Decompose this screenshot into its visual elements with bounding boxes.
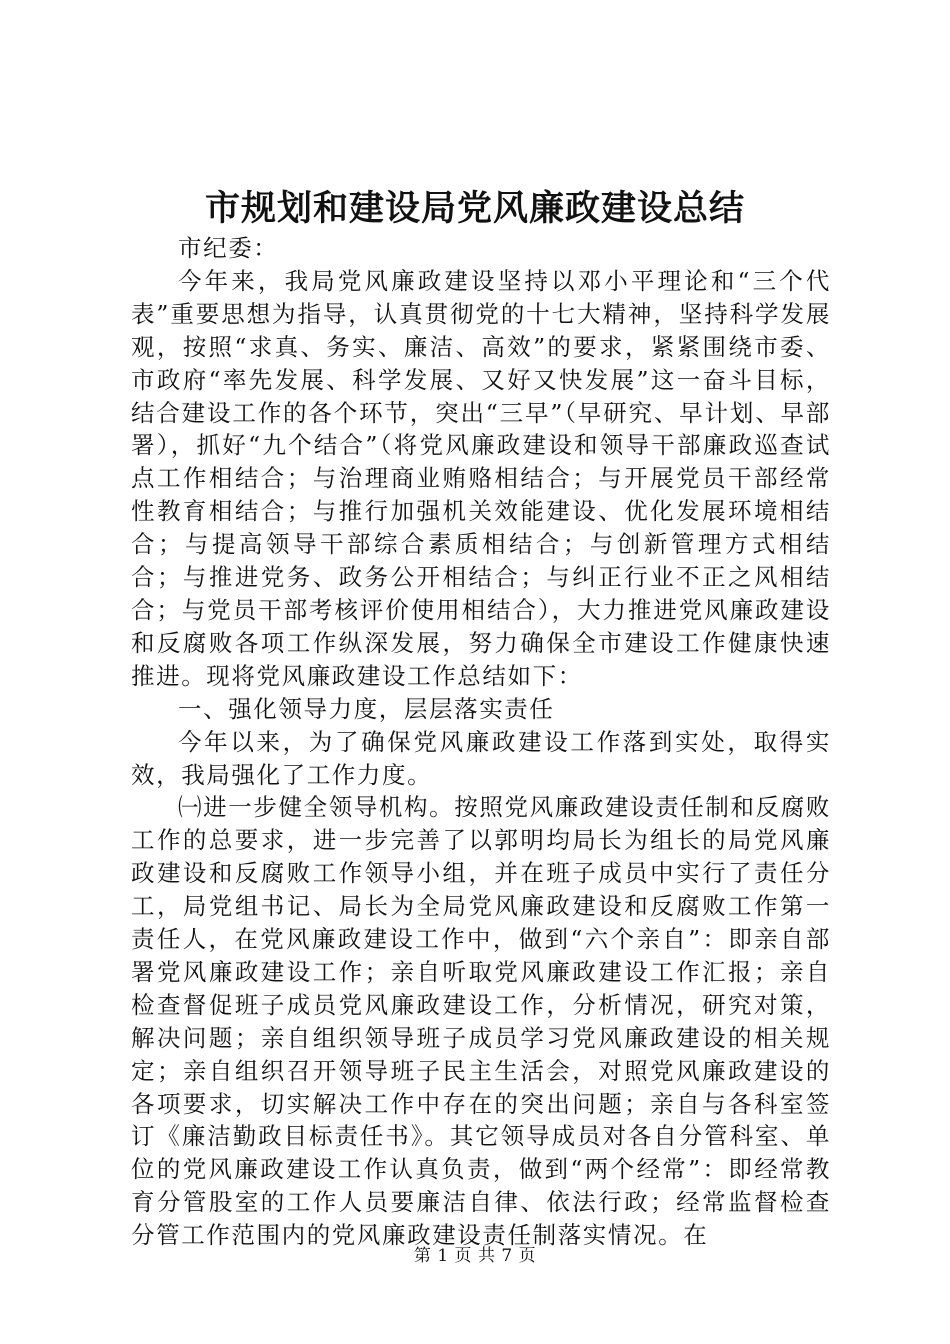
- intro-paragraph: 今年来，我局党风廉政建设坚持以邓小平理论和“三个代表”重要思想为指导，认真贯彻党的十七大精神，坚持科学发展观，按照“求真、务实、廉洁、高效”的要求，紧紧围绕市委、市政府“率先发展、科学发展、又好又快发展”这一奋斗目标，结合建设工作的各个环节，突出“三早”（早研究、早计划、早部署），抓好“九个结合”（将党风廉政建设和领导干部廉政巡查试点工作相结合；与治理商业贿赂相结合；与开展党员干部经常性教育相结合；与推行加强机关效能建设、优化发展环境相结合；与提高领导干部综合素质相结合；与创新管理方式相结合；与推进党务、政务公开相结合；与纠正行业不正之风相结合；与党员干部考核评价使用相结合），大力推进党风廉政建设和反腐败各项工作纵深发展，努力确保全市建设工作健康快速推进。现将党风廉政建设工作总结如下：: [131, 266, 831, 690]
- salutation: 市纪委：: [178, 234, 279, 262]
- document-title: 市规划和建设局党风廉政建设总结: [204, 188, 745, 229]
- section-heading: 一、强化领导力度，层层落实责任: [178, 694, 555, 723]
- body-paragraph: ㈠进一步健全领导机构。按照党风廉政建设责任制和反腐败工作的总要求，进一步完善了以郭明均局长为组长的局党风廉政建设和反腐败工作领导小组，并在班子成员中实行了责任分工，局党组书记、局长为全局党风廉政建设和反腐败工作第一责任人，在党风廉政建设工作中，做到“六个亲自”：即亲自部署党风廉政建设工作；亲自听取党风廉政建设工作汇报；亲自检查督促班子成员党风廉政建设工作，分析情况，研究对策，解决问题；亲自组织领导班子成员学习党风廉政建设的相关规定；亲自组织召开领导班子民主生活会，对照党风廉政建设的各项要求，切实解决工作中存在的突出问题；亲自与各科室签订《廉洁勤政目标责任书》。其它领导成员对各自分管科室、单位的党风廉政建设工作认真负责，做到“两个经常”：即经常教育分管股室的工作人员要廉洁自律、依法行政；经常监督检查分管工作范围内的党风廉政建设责任制落实情况。在: [131, 793, 831, 1250]
- page-footer: 第 1 页 共 7 页: [413, 1246, 537, 1266]
- body-paragraph: 今年以来，为了确保党风廉政建设工作落到实处，取得实效，我局强化了工作力度。: [131, 727, 831, 789]
- document-body: [131, 232, 831, 1252]
